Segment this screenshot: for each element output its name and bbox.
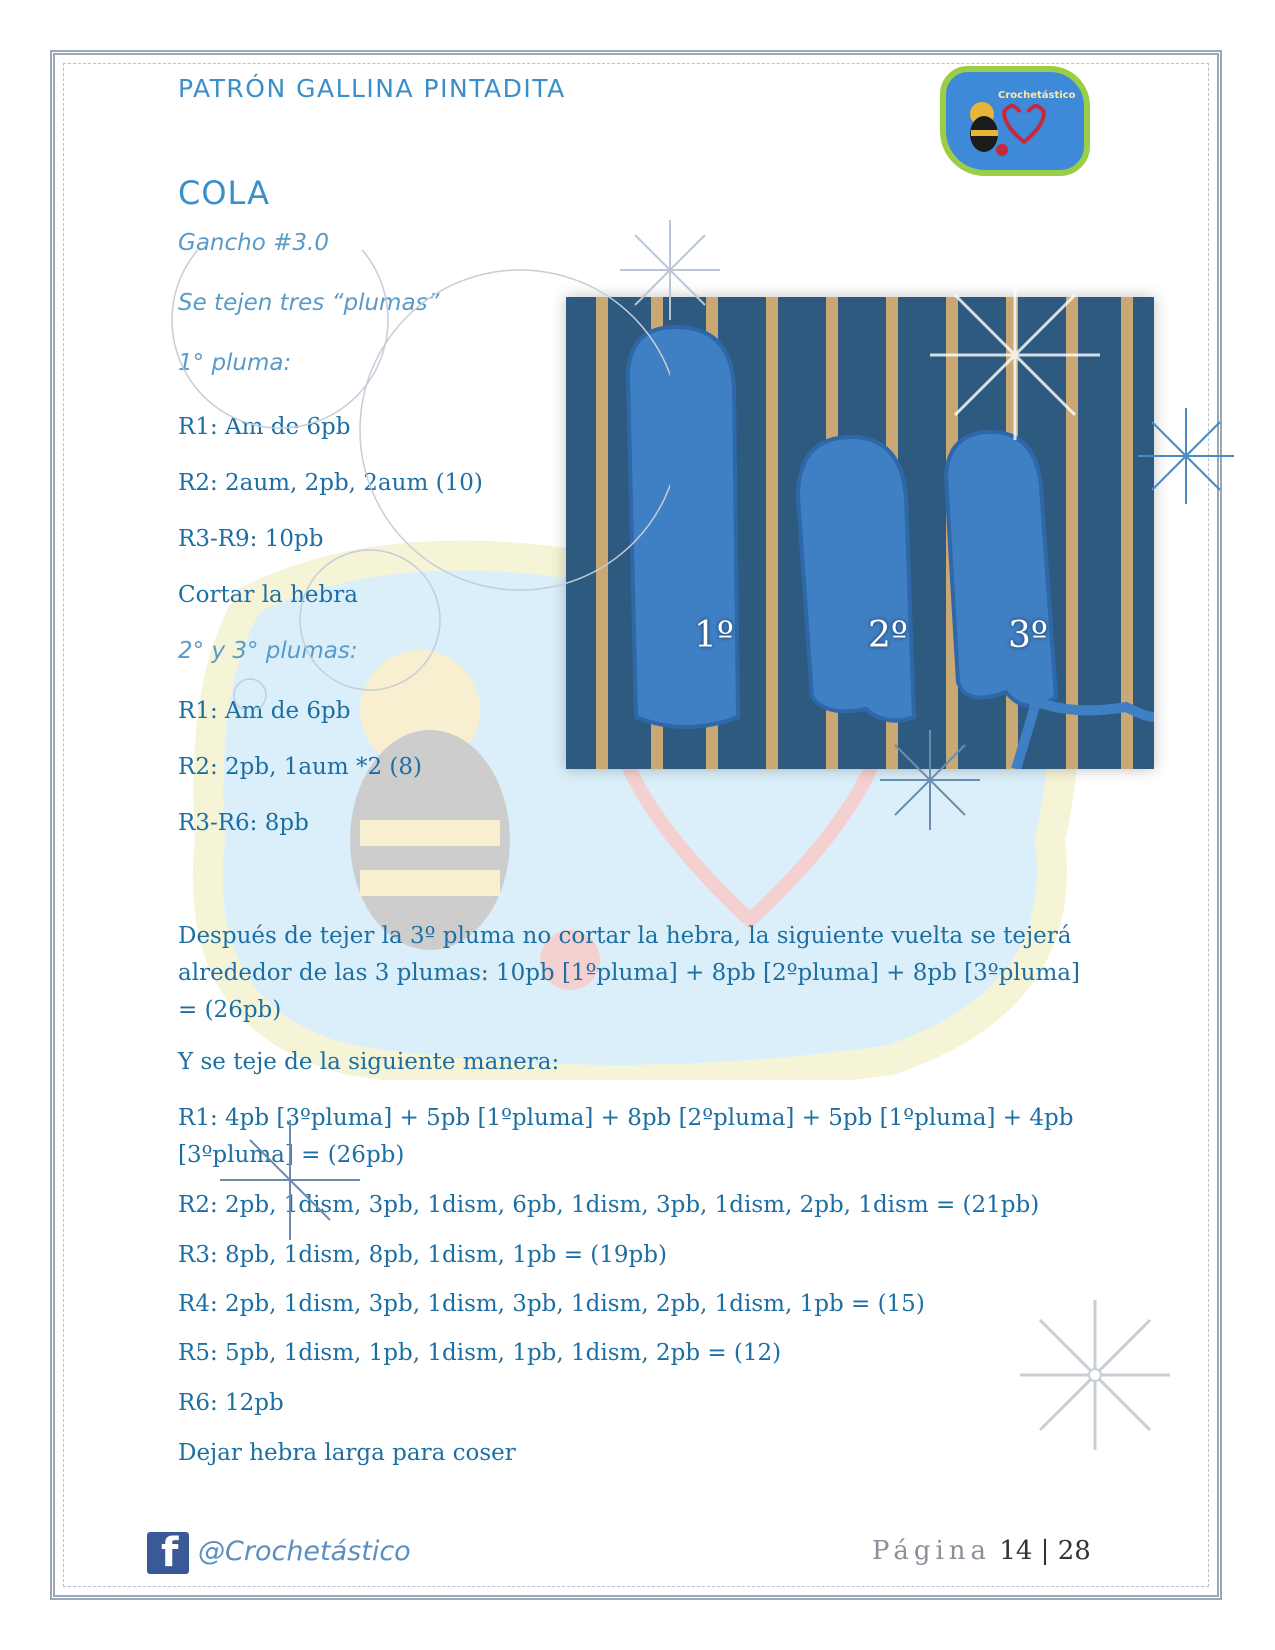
sparkle-icon xyxy=(1020,1300,1170,1450)
feather23-row: R1: Am de 6pb xyxy=(178,698,351,724)
feather1-row: R3-R9: 10pb xyxy=(178,526,324,552)
section-title: COLA xyxy=(178,174,270,212)
feather-label-2: 2º xyxy=(868,615,908,656)
final-row: R2: 2pb, 1dism, 3pb, 1dism, 6pb, 1dism, 3pb, 1dism, 2pb, 1dism = (21pb) xyxy=(178,1192,1040,1218)
sparkle-icon xyxy=(880,730,980,830)
final-row: R5: 5pb, 1dism, 1pb, 1dism, 1pb, 1dism, 2pb = (12) xyxy=(178,1340,782,1366)
page-label: Página xyxy=(872,1536,992,1566)
facebook-icon[interactable]: f xyxy=(147,1532,189,1574)
page-current: 14 xyxy=(999,1536,1033,1566)
feather1-row: R1: Am de 6pb xyxy=(178,414,351,440)
final-row: Dejar hebra larga para coser xyxy=(178,1440,516,1466)
feather-label-3: 3º xyxy=(1008,615,1048,656)
sparkle-icon xyxy=(220,1120,360,1240)
feather23-row: R2: 2pb, 1aum *2 (8) xyxy=(178,754,423,780)
final-row: R4: 2pb, 1dism, 3pb, 1dism, 3pb, 1dism, 2pb, 1dism, 1pb = (15) xyxy=(178,1291,925,1317)
hook-size: Gancho #3.0 xyxy=(178,230,329,256)
facebook-handle-link[interactable]: @Crochetástico xyxy=(198,1536,411,1567)
section-intro: Se tejen tres “plumas” xyxy=(178,290,440,316)
final-row: R1: 4pb [3ºpluma] + 5pb [1ºpluma] + 8pb [2ºpluma] + 5pb [1ºpluma] + 4pb [3ºpluma] = (26pb) xyxy=(178,1105,1074,1168)
method-intro: Y se teje de la siguiente manera: xyxy=(178,1049,560,1075)
decorative-circles xyxy=(170,250,670,710)
logo-text: Crochetástico xyxy=(998,90,1076,101)
feather23-row: R3-R6: 8pb xyxy=(178,810,309,836)
sparkle-icon xyxy=(930,270,1100,440)
feather-label-1: 1º xyxy=(694,615,734,656)
feather23-label: 2° y 3° plumas: xyxy=(178,638,358,664)
final-row: R6: 12pb xyxy=(178,1390,284,1416)
feather1-label: 1° pluma: xyxy=(178,350,292,376)
page-separator: | xyxy=(1040,1536,1050,1566)
feather1-row: R2: 2aum, 2pb, 2aum (10) xyxy=(178,470,483,496)
feather1-row: Cortar la hebra xyxy=(178,582,358,608)
join-paragraph: Después de tejer la 3º pluma no cortar la hebra, la siguiente vuelta se tejerá alrededor de las 3 plumas: 10pb [1ºpluma] + 8pb [2ºpluma] + 8pb [3ºpluma] = (26pb) xyxy=(178,923,1080,1023)
sparkle-icon xyxy=(1138,408,1234,504)
final-row: R3: 8pb, 1dism, 8pb, 1dism, 1pb = (19pb) xyxy=(178,1242,667,1268)
document-title: PATRÓN GALLINA PINTADITA xyxy=(178,74,566,103)
page-total: 28 xyxy=(1057,1536,1091,1566)
page-number xyxy=(872,1536,1091,1566)
crochetastico-logo xyxy=(940,66,1090,176)
